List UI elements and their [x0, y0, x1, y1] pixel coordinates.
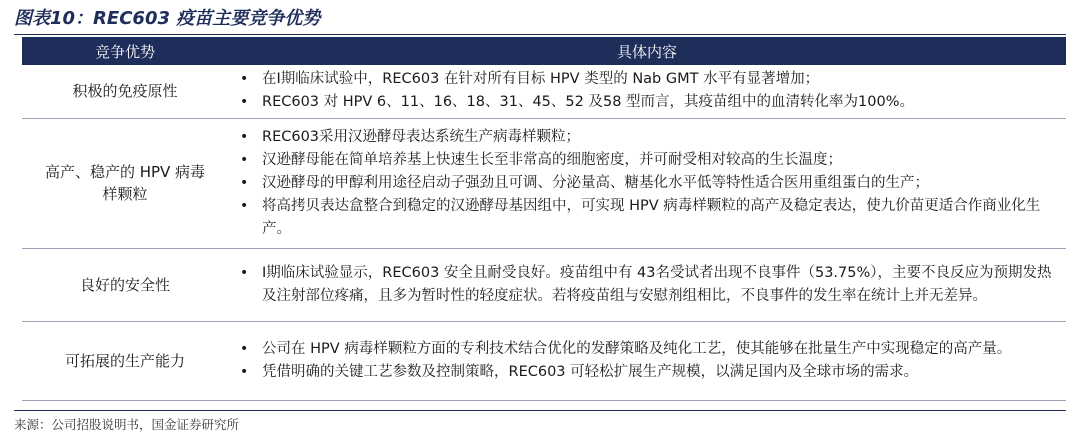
detail-point: • 凭借明确的关键工艺参数及控制策略，REC603 可轻松扩展生产规模，以满足国内及全球市场的需求。 [228, 361, 1060, 384]
advantage-details [228, 118, 1066, 248]
bullet-marker: • [240, 71, 249, 88]
bullet-marker: • [240, 94, 249, 111]
advantage-name: 积极的免疫原性 [22, 65, 228, 118]
detail-point: • REC603采用汉逊酵母表达系统生产病毒样颗粒； [228, 126, 1060, 149]
advantage-name: 可拓展的生产能力 [22, 321, 228, 400]
column-header-details: 具体内容 [228, 37, 1066, 65]
bullet-marker: • [240, 128, 249, 145]
detail-point: • 将高拷贝表达盒整合到稳定的汉逊酵母基因组中，可实现 HPV 病毒样颗粒的高产及稳定表达，使九价苗更适合作商业化生产。 [228, 195, 1060, 241]
advantages-table [22, 37, 1066, 401]
advantage-details [228, 65, 1066, 118]
bullet-marker: • [240, 363, 249, 380]
source-note: 来源：公司招股说明书，国金证券研究所 [14, 417, 240, 432]
table-row-high-yield [22, 118, 1066, 248]
bottom-divider [14, 410, 1066, 411]
table-row-scalability [22, 321, 1066, 400]
detail-point: • Ⅰ期临床试验显示，REC603 安全且耐受良好。疫苗组中有 43名受试者出现不良事件（53.75%），主要不良反应为预期发热及注射部位疼痛，且多为暂时性的轻度症状。若将疫苗组与安慰剂组相比，不良事件的发生率在统计上并无差异。 [228, 262, 1060, 308]
bullet-marker: • [240, 174, 249, 191]
advantage-details [228, 248, 1066, 321]
bullet-marker: • [240, 340, 249, 357]
detail-point: • REC603 对 HPV 6、11、16、18、31、45、52 及58 型而言，其疫苗组中的血清转化率为100%。 [228, 91, 1060, 114]
bullet-marker: • [240, 151, 249, 168]
title-divider [14, 34, 1066, 35]
bullet-marker: • [240, 197, 249, 214]
advantage-name: 高产、稳产的 HPV 病毒样颗粒 [22, 118, 228, 248]
detail-point: • 在Ⅰ期临床试验中，REC603 在针对所有目标 HPV 类型的 Nab GMT 水平有显著增加； [228, 68, 1060, 91]
detail-point: • 汉逊酵母能在简单培养基上快速生长至非常高的细胞密度，并可耐受相对较高的生长温度； [228, 149, 1060, 172]
table-row-safety [22, 248, 1066, 321]
bullet-marker: • [240, 264, 249, 281]
table-row-immunogenicity [22, 65, 1066, 118]
detail-point: • 汉逊酵母的甲醇利用途径启动子强劲且可调、分泌量高、糖基化水平低等特性适合医用重组蛋白的生产； [228, 172, 1060, 195]
advantage-details [228, 321, 1066, 400]
advantage-name: 良好的安全性 [22, 248, 228, 321]
table-header-row [22, 37, 1066, 65]
column-header-advantage: 竞争优势 [22, 37, 228, 65]
detail-point: • 公司在 HPV 病毒样颗粒方面的专利技术结合优化的发酵策略及纯化工艺，使其能够在批量生产中实现稳定的高产量。 [228, 338, 1060, 361]
figure-title: 图表10：REC603 疫苗主要竞争优势 [14, 8, 321, 29]
